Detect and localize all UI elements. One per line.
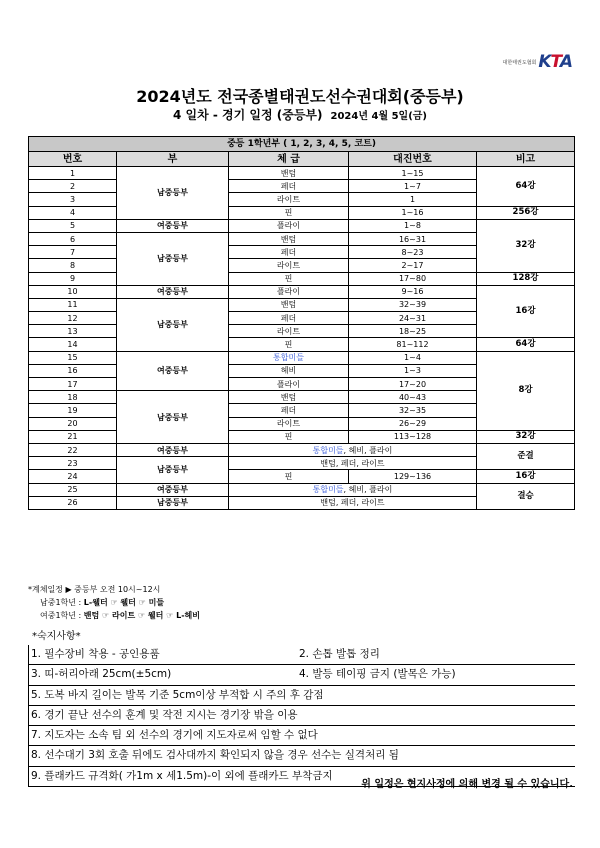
row-weight: 페더 [229, 246, 349, 259]
row-bracket: 1 [349, 193, 477, 206]
row-number: 4 [29, 206, 117, 219]
table-row [29, 351, 575, 364]
row-bracket: 1~7 [349, 180, 477, 193]
row-number: 25 [29, 483, 117, 496]
row-number: 20 [29, 417, 117, 430]
rule-text-secondary: 2. 손톱 발톱 정리 [299, 648, 380, 660]
row-note: 32강 [477, 219, 575, 272]
row-weight: 페더 [229, 180, 349, 193]
row-weight: 통합미들 [229, 351, 349, 364]
row-division: 여중등부 [117, 219, 229, 232]
row-weight: 핀 [229, 206, 349, 219]
row-note: 32강 [477, 430, 575, 443]
subtitle-main: 4 일차 - 경기 일정 (중등부) [172, 108, 323, 122]
notice-title: *숙지사항* [32, 631, 81, 642]
row-note: 16강 [477, 470, 575, 483]
row-weight: 핀 [229, 430, 349, 443]
weight-highlight: 통합미들 [312, 445, 344, 455]
row-number: 7 [29, 246, 117, 259]
row-number: 12 [29, 312, 117, 325]
rule-item [29, 665, 575, 685]
row-note: 256강 [477, 206, 575, 219]
row-number: 5 [29, 219, 117, 232]
weight-rest: , 헤비, 플라이 [343, 485, 393, 495]
row-number: 2 [29, 180, 117, 193]
rule-text: 7. 지도자는 소속 팀 외 선수의 경기에 지도자로써 임할 수 없다 [31, 729, 318, 742]
rule-text: 6. 경기 끝난 선수의 훈계 및 작전 지시는 경기장 밖을 이용 [31, 708, 298, 721]
footer-notice: 위 일정은 현지사정에 의해 변경 될 수 있습니다. [361, 779, 573, 790]
weighin-girls-order: 밴텀 ☞ 라이트 ☞ 웰터 ☞ L-헤비 [83, 611, 200, 620]
row-weight-combined [229, 483, 477, 496]
weighin-boys-order: L-웰터 ☞ 웰터 ☞ 미들 [83, 598, 165, 607]
row-bracket: 1~8 [349, 219, 477, 232]
row-note: 준결 [477, 443, 575, 469]
table-banner: 중등 1학년부 ( 1, 2, 3, 4, 5, 코트) [29, 137, 575, 152]
weighin-schedule [28, 583, 574, 622]
weighin-boys-label: 남중1학년 : [40, 598, 84, 607]
row-number: 15 [29, 351, 117, 364]
row-number: 8 [29, 259, 117, 272]
row-weight: 핀 [229, 470, 349, 483]
row-number: 24 [29, 470, 117, 483]
row-number: 1 [29, 167, 117, 180]
table-row [29, 272, 575, 285]
schedule-table [28, 136, 575, 510]
row-weight: 페더 [229, 312, 349, 325]
row-weight: 라이트 [229, 417, 349, 430]
subtitle-date: 2024년 4월 5일(금) [330, 111, 428, 122]
row-note: 128강 [477, 272, 575, 285]
kta-logo [503, 52, 572, 72]
row-bracket: 17~80 [349, 272, 477, 285]
rule-item [29, 686, 575, 706]
row-bracket: 18~25 [349, 325, 477, 338]
rule-text: 8. 선수대기 3회 호출 뒤에도 검사대까지 확인되지 않을 경우 선수는 실격처리 됨 [31, 749, 399, 762]
row-bracket: 129~136 [349, 470, 477, 483]
row-note: 64강 [477, 338, 575, 351]
rule-item [29, 645, 575, 665]
rule-item [29, 726, 575, 746]
row-number: 16 [29, 364, 117, 377]
row-division: 남중등부 [117, 298, 229, 351]
weight-highlight: 통합미들 [312, 485, 344, 495]
rule-text: 3. 띠-허리아래 25cm(±5cm) [31, 668, 172, 681]
rule-text: 5. 도복 바지 길이는 발목 기준 5cm이상 부적합 시 주의 후 감점 [31, 688, 324, 701]
row-weight: 밴텀 [229, 232, 349, 245]
weighin-girls-label: 여중1학년 : [40, 611, 84, 620]
row-weight-combined: 밴텀, 페더, 라이트 [229, 457, 477, 470]
row-bracket: 32~39 [349, 298, 477, 311]
rules-list [28, 645, 575, 787]
row-number: 19 [29, 404, 117, 417]
row-bracket: 81~112 [349, 338, 477, 351]
row-division: 남중등부 [117, 457, 229, 483]
rule-item [29, 746, 575, 766]
table-row [29, 470, 575, 483]
rule-text: 1. 필수장비 착용 - 공인용품 [31, 648, 160, 660]
row-division: 남중등부 [117, 232, 229, 285]
row-bracket: 32~35 [349, 404, 477, 417]
row-weight: 밴텀 [229, 391, 349, 404]
header-weight: 체 급 [229, 152, 349, 167]
row-division: 여중등부 [117, 285, 229, 298]
row-number: 6 [29, 232, 117, 245]
row-weight: 핀 [229, 338, 349, 351]
table-row [29, 219, 575, 232]
row-bracket: 1~15 [349, 167, 477, 180]
page-subtitle [0, 106, 600, 123]
row-number: 14 [29, 338, 117, 351]
row-weight: 플라이 [229, 378, 349, 391]
row-bracket: 26~29 [349, 417, 477, 430]
row-division: 남중등부 [117, 167, 229, 220]
header-bracket: 대진번호 [349, 152, 477, 167]
header-division: 부 [117, 152, 229, 167]
table-row [29, 443, 575, 456]
row-number: 11 [29, 298, 117, 311]
row-division: 남중등부 [117, 496, 229, 509]
row-weight: 라이트 [229, 259, 349, 272]
table-row [29, 483, 575, 496]
row-number: 3 [29, 193, 117, 206]
row-number: 10 [29, 285, 117, 298]
rule-text-secondary: 4. 발등 테이핑 금지 (발목은 가능) [299, 668, 456, 681]
table-row [29, 338, 575, 351]
table-row [29, 430, 575, 443]
row-bracket: 8~23 [349, 246, 477, 259]
row-number: 17 [29, 378, 117, 391]
header-note: 비고 [477, 152, 575, 167]
weight-rest: , 헤비, 플라이 [343, 445, 393, 455]
row-division: 남중등부 [117, 391, 229, 444]
row-division: 여중등부 [117, 483, 229, 496]
row-bracket: 1~3 [349, 364, 477, 377]
row-weight: 페더 [229, 404, 349, 417]
weighin-time: *계체일정 ▶ 중등부 오전 10시~12시 [28, 585, 161, 594]
row-note: 8강 [477, 351, 575, 430]
row-weight: 플라이 [229, 219, 349, 232]
row-weight: 핀 [229, 272, 349, 285]
row-weight: 플라이 [229, 285, 349, 298]
header-number: 번호 [29, 152, 117, 167]
row-note: 16강 [477, 285, 575, 338]
row-number: 22 [29, 443, 117, 456]
row-number: 21 [29, 430, 117, 443]
row-weight: 밴텀 [229, 298, 349, 311]
table-row [29, 206, 575, 219]
logo-letter-t: T [550, 52, 560, 72]
row-weight: 라이트 [229, 193, 349, 206]
row-weight: 밴텀 [229, 167, 349, 180]
row-bracket: 9~16 [349, 285, 477, 298]
table-row [29, 167, 575, 180]
row-division: 여중등부 [117, 351, 229, 391]
row-number: 23 [29, 457, 117, 470]
table-row [29, 285, 575, 298]
row-bracket: 2~17 [349, 259, 477, 272]
row-division: 여중등부 [117, 443, 229, 456]
rule-item [29, 706, 575, 726]
row-note: 결승 [477, 483, 575, 509]
row-bracket: 17~20 [349, 378, 477, 391]
logo-letter-k: K [538, 52, 551, 72]
logo-mark [538, 52, 572, 72]
row-bracket: 1~4 [349, 351, 477, 364]
weighin-girls [28, 609, 574, 622]
rule-text: 9. 플래카드 규격화( 가1m x 세1.5m)-이 외에 플래카드 부착금지 [31, 769, 333, 782]
row-weight: 라이트 [229, 325, 349, 338]
logo-subtext: 대한태권도협회 [502, 59, 537, 66]
row-number: 18 [29, 391, 117, 404]
row-bracket: 113~128 [349, 430, 477, 443]
row-weight: 헤비 [229, 364, 349, 377]
row-bracket: 24~31 [349, 312, 477, 325]
row-note: 64강 [477, 167, 575, 207]
logo-letter-a: A [559, 52, 572, 72]
row-bracket: 16~31 [349, 232, 477, 245]
row-weight-combined: 밴텀, 페더, 라이트 [229, 496, 477, 509]
page-title: 2024년도 전국종별태권도선수권대회(중등부) [136, 87, 464, 106]
row-weight-combined [229, 443, 477, 456]
row-number: 13 [29, 325, 117, 338]
row-number: 26 [29, 496, 117, 509]
row-number: 9 [29, 272, 117, 285]
row-bracket: 1~16 [349, 206, 477, 219]
row-bracket: 40~43 [349, 391, 477, 404]
weighin-boys [28, 596, 574, 609]
